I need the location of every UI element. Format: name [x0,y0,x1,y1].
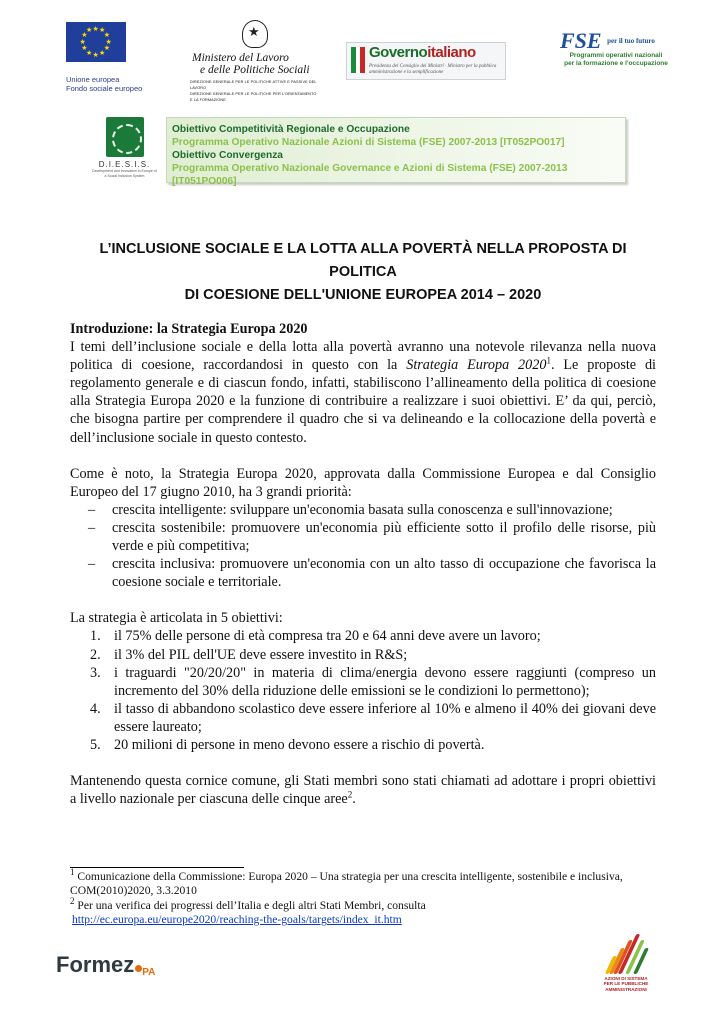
dash-bullet: – [88,556,96,573]
eu-logo-line2: Fondo sociale europeo [66,84,143,93]
footnote-1 [70,867,660,899]
intro-paragraph [70,338,656,447]
objective-line-2: Programma Operativo Nazionale Azioni di Sistema (FSE) 2007-2013 [IT052PO017] [172,137,565,148]
formez-pa-suffix: PA [142,967,156,978]
document-title-line1: L’INCLUSIONE SOCIALE E LA LOTTA ALLA POVERTÀ NELLA PROPOSTA DI POLITICA [99,241,627,280]
italian-republic-emblem-icon [242,20,268,48]
closing-text: Mantenendo questa cornice comune, gli Stati membri sono stati chiamati ad adottare i propri obiettivi a livello nazionale per ciascuna delle cinque aree [70,773,656,808]
priority-text: crescita sostenibile: promuovere un'economia più efficiente sotto il profilo delle risorse, più verde e più competitiva; [112,519,656,555]
list-item [70,736,656,754]
aspa-line2: PER LE PUBBLICHE [603,981,649,987]
eu-star-icon: ★ [86,26,93,35]
fse-logo [552,30,680,80]
eu-star-icon: ★ [105,37,112,46]
intro-emphasis: Strategia Europa 2020 [406,357,547,374]
footnote-2-link[interactable]: http://ec.europa.eu/europe2020/reaching-the-goals/targets/index_it.htm [72,913,402,927]
footnote-separator [70,867,244,868]
ministry-sub2: DIREZIONE GENERALE PER LE POLITICHE PER L'ORIENTAMENTO E LA FORMAZIONE [190,92,317,102]
list-item [70,627,656,645]
diesis-emblem-icon [106,117,144,157]
eu-logo-text [66,75,152,93]
formez-word: Formez [56,952,135,977]
list-item [70,664,656,700]
ministry-title [190,52,320,76]
objective-box [166,117,626,187]
goal-text: 20 milioni di persone in meno devono essere a rischio di povertà. [114,736,485,753]
fse-sub1: Programmi operativi nazionali [569,52,663,59]
eu-flag-icon [66,22,126,62]
section-heading: Introduzione: la Strategia Europa 2020 [70,321,308,337]
eu-star-icon: ★ [99,48,106,57]
list-item [70,555,656,591]
footnotes [70,867,660,928]
governo-italiano-wordmark [369,44,476,61]
goal-text: il 3% del PIL dell'UE deve essere investito in R&S; [114,646,408,663]
fse-sub2: per la formazione e l'occupazione [564,59,668,67]
footnote-2-number: 2 [70,895,75,906]
footnote-ref-2: 2 [347,789,353,800]
eu-star-icon: ★ [103,44,111,52]
goal-number: 5. [90,736,101,753]
aspa-stripes-icon [603,934,649,974]
ministry-title-line2: e delle Politiche Sociali [200,64,310,76]
dash-bullet: – [88,519,96,536]
priorities-list [70,501,656,591]
document-title [70,238,656,307]
goals-intro: La strategia è articolata in 5 obiettivi: [70,610,283,627]
fse-tagline: per il tuo futuro [607,37,655,45]
eu-star-icon: ★ [79,37,86,46]
footnote-2-text: Per una verifica dei progressi dell’Italia e degli altri Stati Membri, consulta [77,898,426,912]
eu-logo-line1: Unione europea [66,75,120,84]
goal-number: 2. [90,646,101,663]
diesis-logo [92,117,157,187]
list-item [70,646,656,664]
objective-line-1: Obiettivo Competitività Regionale e Occupazione [172,124,410,135]
aspa-text [593,976,659,992]
goal-text: i traguardi "20/20/20" in materia di clima/energia devono essere raggiunti (compreso un incremento del 30% della riduzione delle emissioni se le condizioni lo permettono); [114,664,656,699]
goal-number: 1. [90,628,101,645]
diesis-name: D.I.E.S.I.S. [98,160,151,169]
diesis-subtitle: Development and Innovation in Europe of a Social Inclusion System [92,169,157,178]
ministry-subtitle [190,79,320,103]
eu-star-icon: ★ [92,24,99,33]
document-body [70,320,656,808]
italian-flag-icon [351,47,365,73]
footnote-2 [70,895,660,928]
priority-text: crescita inclusiva: promuovere un'economia con un alto tasso di occupazione che favorisca la coesione sociale e territoriale. [112,556,656,591]
goals-list [70,627,656,754]
intro-text-b: . Le proposte di regolamento generale e di ciascun fondo, infatti, stabiliscono l’allineamento della politica di coesione alla Strategia Europa 2020 e la funzione di contribuire a realizzare i suoi obiettivi. E’ da qui, perciò, che bisogna partire per comprendere il quadro che si va delineando e la collocazione della povertà e dell’inclusione sociale in questo contesto. [70,357,657,446]
goal-text: il 75% delle persone di età compresa tra 20 e 64 anni deve avere un lavoro; [114,628,541,645]
goal-number: 4. [90,700,101,717]
eu-star-icon: ★ [81,44,88,52]
objective-line-3: Obiettivo Convergenza [172,150,283,161]
dash-bullet: – [88,501,96,518]
italiano-word: italiano [427,44,476,61]
eu-star-icon: ★ [99,26,106,35]
eu-star-icon: ★ [92,50,99,59]
formez-pa-logo [56,952,176,992]
eu-star-icon: ★ [86,48,93,57]
closing-period: . [352,791,356,808]
intro-text-a: I temi dell’inclusione sociale e della lotta alla povertà avranno una notevole rilevanza nella nuova politica di coesione, raccordandosi in questo con la [70,339,656,374]
footnote-ref-1: 1 [546,355,551,366]
governo-subtitle: Presidenza del Consiglio dei Ministri · Ministro per la pubblica amministrazione e la semplificazione [369,64,497,75]
aspa-line1: AZIONI DI SISTEMA [604,976,648,981]
governo-word: Governo [369,44,428,61]
ministry-logo [190,20,320,105]
list-item [70,501,656,519]
azioni-di-sistema-logo [593,934,659,1006]
list-item [70,700,656,736]
goal-text: il tasso di abbandono scolastico deve essere inferiore al 10% e almeno il 40% dei giovani deve essere laureato; [114,700,656,735]
ministry-sub1: DIREZIONE GENERALE PER LE POLITICHE ATTIVE E PASSIVE DEL LAVORO [190,80,317,90]
objective-line-4: Programma Operativo Nazionale Governance e Azioni di Sistema (FSE) 2007-2013 [IT051PO006] [172,163,568,187]
closing-paragraph [70,772,656,808]
footnote-1-number: 1 [70,867,75,878]
eu-star-icon: ★ [103,31,111,39]
fse-mark-text: FSE [560,28,602,53]
aspa-line3: AMMINISTRAZIONI [605,986,647,992]
eu-star-icon: ★ [81,31,88,39]
footnote-1-text: Comunicazione della Commissione: Europa 2020 – Una strategia per una crescita intelligente, sostenibile e inclusiva, COM(2010)2020, 3.3.2010 [70,870,623,898]
fse-wordmark [552,30,680,52]
governo-italiano-logo [346,42,506,80]
ministry-title-line1: Ministero del Lavoro [192,52,289,64]
priorities-intro: Come è noto, la Strategia Europa 2020, approvata dalla Commissione Europea e dal Consiglio Europeo del 17 giugno 2010, ha 3 grandi priorità: [70,465,656,500]
goal-number: 3. [90,664,101,681]
priority-text: crescita intelligente: sviluppare un'economia basata sulla conoscenza e sull'innovazione; [112,501,613,518]
eu-logo [66,22,152,98]
list-item [70,519,656,555]
document-title-line2: DI COESIONE DELL'UNIONE EUROPEA 2014 – 2020 [184,287,542,303]
